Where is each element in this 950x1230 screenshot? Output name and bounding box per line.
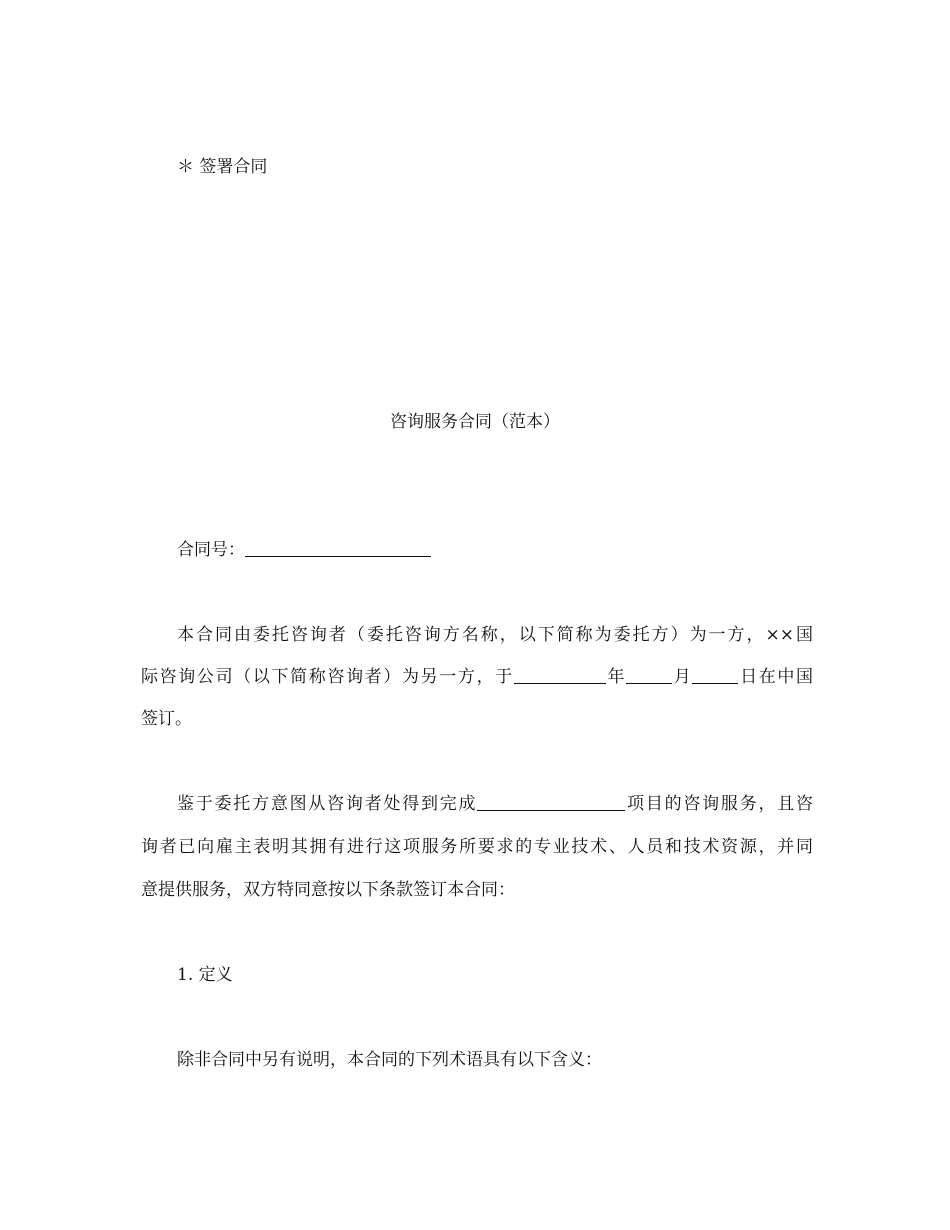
definitions-intro: 除非合同中另有说明，本合同的下列术语具有以下含义： (177, 1050, 602, 1070)
para2-line3: 意提供服务，双方特同意按以下条款签订本合同： (141, 880, 515, 900)
para1-line1: 本合同由委托咨询者（委托咨询方名称，以下简称为委托方）为一方，××国 (177, 625, 813, 645)
month-blank[interactable] (626, 667, 672, 684)
contract-number-blank[interactable] (245, 540, 431, 557)
section-heading-definitions: 1. 定义 (177, 965, 233, 985)
para2-text-a: 鉴于委托方意图从咨询者处得到完成 (177, 794, 478, 814)
project-blank[interactable] (477, 794, 625, 811)
month-label: 月 (672, 667, 693, 687)
year-label: 年 (605, 667, 627, 687)
day-blank[interactable] (692, 667, 738, 684)
para1-line2 (141, 666, 813, 688)
contract-number-line (177, 539, 813, 561)
para2-line1 (177, 793, 813, 815)
para2-text-b: 项目的咨询服务，且咨 (625, 794, 814, 814)
para1-line3: 签订。 (141, 709, 192, 729)
para1-text-d: 日在中国 (738, 667, 814, 687)
para2-line2: 询者已向雇主表明其拥有进行这项服务所要求的专业技术、人员和技术资源，并同 (141, 837, 813, 857)
document-title: 咨询服务合同（范本） (390, 412, 560, 432)
note-line: ＊ 签署合同 (177, 157, 268, 177)
contract-number-label: 合同号： (177, 540, 245, 560)
year-blank[interactable] (514, 667, 606, 684)
para1-text-a: 际咨询公司（以下简称咨询者）为另一方，于 (141, 667, 514, 687)
